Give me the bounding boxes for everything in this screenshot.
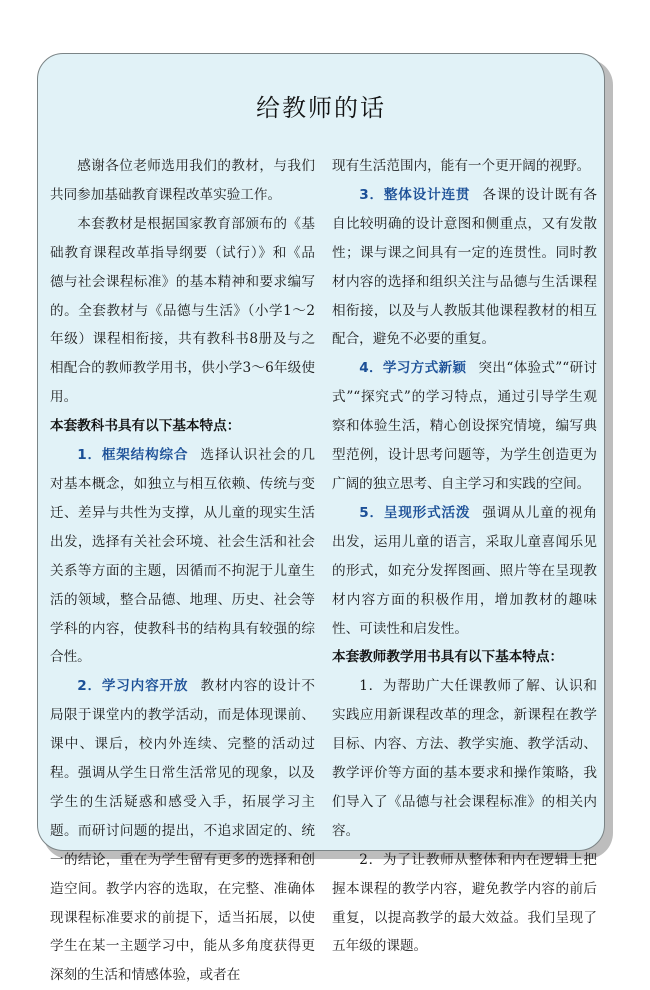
teacher-book-features-heading: 本套教师教学用书具有以下基本特点： (332, 649, 564, 666)
feature-1-paragraph (50, 441, 315, 672)
left-column (50, 152, 315, 990)
textbook-features-heading: 本套教科书具有以下基本特点： (50, 418, 241, 435)
teacher-note-card (37, 53, 605, 984)
teacher-point-1: 1．为帮助广大任课教师了解、认识和实践应用新课程改革的理念，新课程在教学目标、内容、方法、教学实施、教学活动、教学评价等方面的基本要求和操作策略，我们导入了《品德与社会课程标准》的相关内容。 (332, 678, 597, 839)
feature-1-label: 1．框架结构综合 (77, 447, 189, 464)
feature-3-paragraph (332, 181, 597, 354)
intro-paragraph-2: 本套教材是根据国家教育部颁布的《基础教育课程改革指导纲要（试行）》和《品德与社会课程标准》的基本精神和要求编写的。全套教材与《品德与生活》（小学1～2年级）课程相衔接，共有教科书8册及与之相配合的教师教学用书，供小学3～6年级使用。 (50, 215, 315, 406)
feature-4-label: 4．学习方式新颖 (359, 360, 467, 377)
feature-4-text: 突出“体验式”“研讨式”“探究式”的学习特点，通过引导学生观察和体验生活，精心创设探究情境，编写典型范例，设计思考问题等，为学生创造更为广阔的独立思考、自主学习和实践的空间。 (332, 360, 597, 492)
feature-5-text: 强调从儿童的视角出发，运用儿童的语言，采取儿童喜闻乐见的形式，如充分发挥图画、照片等在呈现教材内容方面的积极作用，增加教材的趣味性、可读性和启发性。 (332, 504, 597, 637)
feature-2-paragraph (50, 672, 315, 990)
feature-2-text: 教材内容的设计不局限于课堂内的教学活动，而是体现课前、课中、课后，校内外连续、完整的活动过程。强调从学生日常生活常见的现象，以及学生的生活疑惑和感受入手，拓展学习主题。而研讨问题的提出，不追求固定的、统一的结论，重在为学生留有更多的选择和创造空间。教学内容的选取，在完整、准确体现课程标准要求的前提下，适当拓展，以使学生在某一主题学习中，能从多角度获得更深刻的生活和情感体验，或者在 (50, 678, 315, 984)
feature-5-label: 5．呈现形式活泼 (359, 504, 471, 521)
continuation-text: 现有生活范围内，能有一个更开阔的视野。 (332, 158, 591, 174)
feature-4-paragraph (332, 354, 597, 499)
page-title: 给教师的话 (256, 94, 386, 122)
teacher-point-2: 2．为了让教师从整体和内在逻辑上把握本课程的教学内容，避免教学内容的前后重复，以提高教学的最大效益。我们呈现了五年级的课题。 (332, 851, 597, 955)
feature-1-text: 选择认识社会的几对基本概念，如独立与相互依赖、传统与变迁、差异与共性为支撑，从儿童的现实生活出发，选择有关社会环境、社会生活和社会关系等方面的主题，因循而不拘泥于儿童生活的领域，整合品德、地理、历史、社会等学科的内容，使教科书的结构具有较强的综合性。 (50, 447, 315, 666)
feature-2-label: 2．学习内容开放 (77, 678, 189, 695)
feature-3-label: 3．整体设计连贯 (359, 186, 471, 203)
intro-paragraph-1: 感谢各位老师选用我们的教材，与我们共同参加基础教育课程改革实验工作。 (50, 158, 315, 203)
feature-3-text: 各课的设计既有各自比较明确的设计意图和侧重点，又有发散性；课与课之间具有一定的连贯性。同时教材内容的选择和组织关注与品德与生活课程相衔接，以及与人教版其他课程教材的相互配合，避免不必要的重复。 (332, 186, 597, 348)
right-column (332, 152, 597, 961)
feature-5-paragraph (332, 499, 597, 644)
